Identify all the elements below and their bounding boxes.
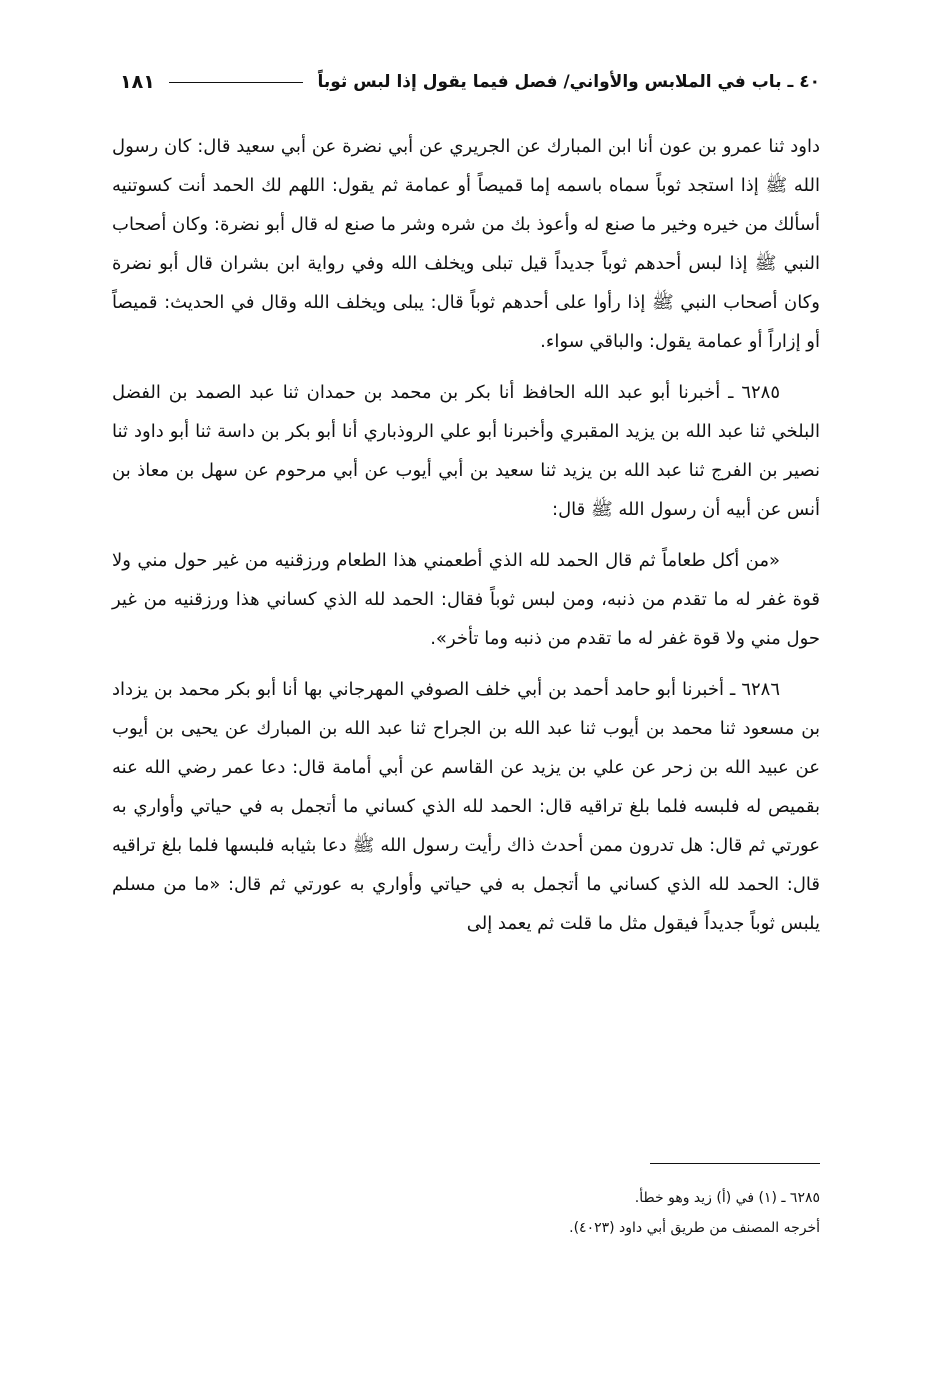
running-header xyxy=(120,64,820,100)
paragraph-hadith-6285: ٦٢٨٥ ـ أخبرنا أبو عبد الله الحافظ أنا بكر بن محمد بن حمدان ثنا عبد الصمد بن الفضل البلخي ثنا عبد الله بن يزيد المقبري وأخبرنا أبو علي الروذباري أنا أبو بكر بن داسة ثنا أبو داود ثنا نصير بن الفرج ثنا عبد الله بن يزيد ثنا سعيد بن أبي أيوب عن أبي مرحوم عن سهل بن معاذ بن أنس عن أبيه أن رسول الله ﷺ قال: xyxy=(112,382,820,520)
page-number: ١٨١ xyxy=(120,71,155,93)
footnotes xyxy=(112,1183,820,1243)
paragraph-continuation: داود ثنا عمرو بن عون أنا ابن المبارك عن الجريري عن أبي نضرة عن أبي سعيد قال: كان رسول الله ﷺ إذا استجد ثوباً سماه باسمه إما قميصاً أو عمامة ثم يقول: اللهم لك الحمد أنت كسوتنيه أسألك من خيره وخير ما صنع له وأعوذ بك من شره وشر ما صنع له قال أبو نضرة: وكان أصحاب النبي ﷺ إذا لبس أحدهم ثوباً جديداً قيل تبلى ويخلف الله وفي رواية ابن بشران قال أبو نضرة وكان أصحاب النبي ﷺ إذا رأوا على أحدهم ثوباً قال: يبلى ويخلف الله وقال في الحديث: قميصاً أو إزاراً أو عمامة يقول: والباقي سواء. xyxy=(112,136,820,352)
paragraph-hadith-6286: ٦٢٨٦ ـ أخبرنا أبو حامد أحمد بن أبي خلف الصوفي المهرجاني بها أنا أبو بكر محمد بن يزداد بن مسعود ثنا محمد بن أيوب ثنا عبد الله بن الجراح ثنا عبد الله بن المبارك عن يحيى بن أيوب عن عبيد الله بن زحر عن علي بن يزيد عن القاسم عن أبي أمامة قال: دعا عمر رضي الله عنه بقميص له فلبسه فلما بلغ تراقيه قال: الحمد لله الذي كساني ما أتجمل به في حياتي وأواري به عورتي ثم قال: هل تدرون ممن أحدث ذاك رأيت رسول الله ﷺ دعا بثيابه فلبسها فلما بلغ تراقيه قال: الحمد لله الذي كساني ما أتجمل به في حياتي وأواري به عورتي ثم قال: «ما من مسلم يلبس ثوباً جديداً فيقول مثل ما قلت ثم يعمد إلى xyxy=(112,679,820,934)
header-rule xyxy=(169,82,304,83)
running-title: ٤٠ ـ باب في الملابس والأواني/ فصل فيما يقول إذا لبس ثوباً xyxy=(317,72,820,92)
footnote-item: ٦٢٨٥ ـ (١) في (أ) زيد وهو خطأ. xyxy=(634,1190,820,1206)
footnote-divider xyxy=(650,1163,820,1164)
paragraph-hadith-6285-quote: «من أكل طعاماً ثم قال الحمد لله الذي أطعمني هذا الطعام ورزقنيه من غير حول مني ولا قوة غفر له ما تقدم من ذنبه، ومن لبس ثوباً فقال: الحمد لله الذي كساني هذا ورزقنيه من غير حول مني ولا قوة غفر له ما تقدم من ذنبه وما تأخر». xyxy=(112,550,820,649)
main-text xyxy=(112,127,820,955)
footnote-item: أخرجه المصنف من طريق أبي داود (٤٠٢٣). xyxy=(569,1220,820,1236)
